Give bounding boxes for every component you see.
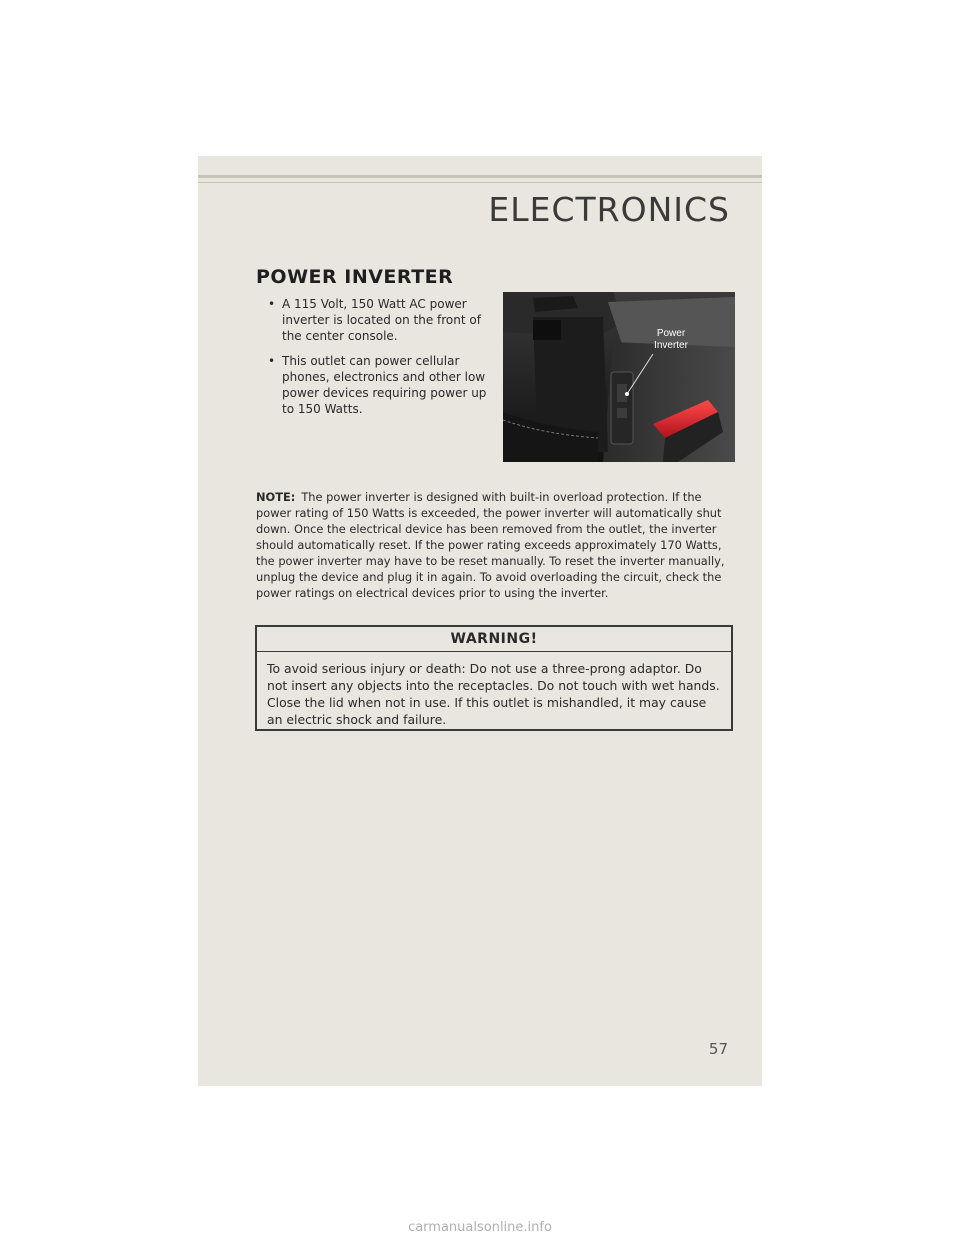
list-item [268, 353, 500, 417]
power-inverter-photo [503, 292, 735, 462]
note-text: The power inverter is designed with built-in overload protection. If the power rating of 150 Watts is exceeded, the power inverter will automatically shut down. Once the electrical device has been removed from the outlet, the inverter should automatically reset. If the power rating exceeds approximately 170 Watts, the power inverter may have to be reset manually. To reset the inverter manually, unplug the device and plug it in again. To avoid overloading the circuit, check the power ratings on electrical devices prior to using the inverter. [256, 490, 725, 600]
bullet-list [268, 296, 500, 426]
section-rule-thin [198, 182, 762, 183]
list-item [268, 296, 500, 344]
warning-text: To avoid serious injury or death: Do not use a three-prong adaptor. Do not insert any objects into the receptacles. Do not touch with wet hands. Close the lid when not in use. If this outlet is mishandled, it may cause an electric shock and failure. [267, 661, 720, 727]
bullet-text: This outlet can power cellular phones, electronics and other low power devices requiring power up to 150 Watts. [282, 354, 487, 416]
bullet-marker: • [268, 297, 276, 311]
section-rule [198, 175, 762, 178]
photo-label-line2: Inverter [654, 340, 688, 351]
note-label: NOTE: [256, 490, 296, 504]
warning-title: WARNING! [257, 627, 731, 652]
note-paragraph [256, 489, 734, 601]
warning-box [255, 625, 733, 731]
bullet-marker: • [268, 354, 276, 368]
console-illustration [503, 292, 735, 462]
watermark: carmanualsonline.info [408, 1220, 552, 1235]
photo-label-line1: Power [656, 328, 686, 339]
page-heading: POWER INVERTER [256, 266, 454, 288]
bullet-text: A 115 Volt, 150 Watt AC power inverter is located on the front of the center console. [282, 297, 481, 343]
section-title: ELECTRONICS [488, 190, 730, 229]
page-number: 57 [708, 1040, 728, 1058]
